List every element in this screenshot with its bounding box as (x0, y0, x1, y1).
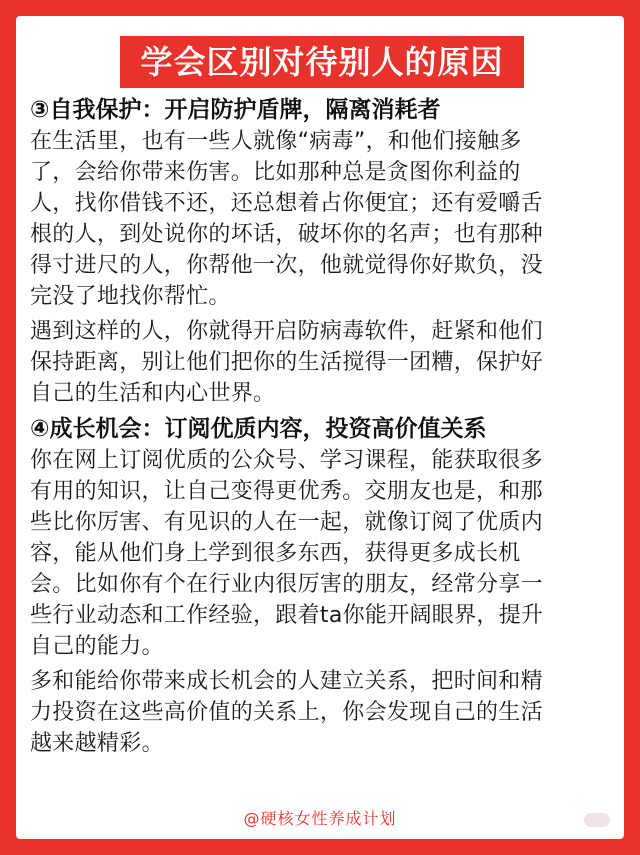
title-banner (30, 36, 614, 88)
body-paragraph (30, 445, 614, 662)
body-paragraph (30, 316, 614, 409)
sections-container (30, 94, 614, 759)
body-paragraph (30, 126, 614, 312)
paragraph-line: 人，找你借钱不还，还总想着占你便宜；还有爱嚼舌 (30, 191, 543, 216)
paragraph-line: 自己的生活和内心世界。 (30, 381, 276, 406)
paragraph-line: 会。比如你有个在行业内很厉害的朋友，经常分享一 (30, 572, 543, 597)
body-paragraph (30, 666, 614, 759)
section-heading: ④成长机会：订阅优质内容，投资高价值关系 (30, 416, 487, 442)
page-title: 学会区别对待别人的原因 (120, 36, 523, 88)
paragraph-line: 越来越精彩。 (30, 731, 164, 756)
paragraph-line: 得寸进尺的人，你帮他一次，他就觉得你好欺负，没 (30, 253, 543, 278)
paragraph-line: 在生活里，也有一些人就像“病毒”，和他们接触多 (30, 129, 522, 154)
paragraph-line: 容，能从他们身上学到很多东西，获得更多成长机 (30, 541, 521, 566)
paragraph-line: 多和能给你带来成长机会的人建立关系，把时间和精 (30, 669, 543, 694)
paragraph-line: 根的人，到处说你的坏话，破坏你的名声；也有那种 (30, 222, 543, 247)
paragraph-line: 完没了地找你帮忙。 (30, 284, 231, 309)
corner-badge-icon (584, 813, 610, 827)
paragraph-line: 保持距离，别让他们把你的生活搅得一团糟，保护好 (30, 350, 543, 375)
paragraph-line: 有用的知识，让自己变得更优秀。交朋友也是，和那 (30, 479, 543, 504)
paragraph-line: 些行业动态和工作经验，跟着ta你能开阔眼界，提升 (30, 603, 544, 628)
author-watermark: @硬核女性养成计划 (243, 809, 397, 828)
paragraph-line: 了，会给你带来伤害。比如那种总是贪图你利益的 (30, 160, 521, 185)
content-card (16, 16, 624, 839)
paragraph-line: 自己的能力。 (30, 634, 164, 659)
paragraph-line: 你在网上订阅优质的公众号、学习课程，能获取很多 (30, 448, 543, 473)
section-heading: ③自我保护：开启防护盾牌，隔离消耗者 (30, 97, 441, 123)
paragraph-line: 力投资在这些高价值的关系上，你会发现自己的生活 (30, 700, 543, 725)
paragraph-line: 遇到这样的人，你就得开启防病毒软件，赶紧和他们 (30, 319, 543, 344)
paragraph-line: 些比你厉害、有见识的人在一起，就像订阅了优质内 (30, 510, 543, 535)
